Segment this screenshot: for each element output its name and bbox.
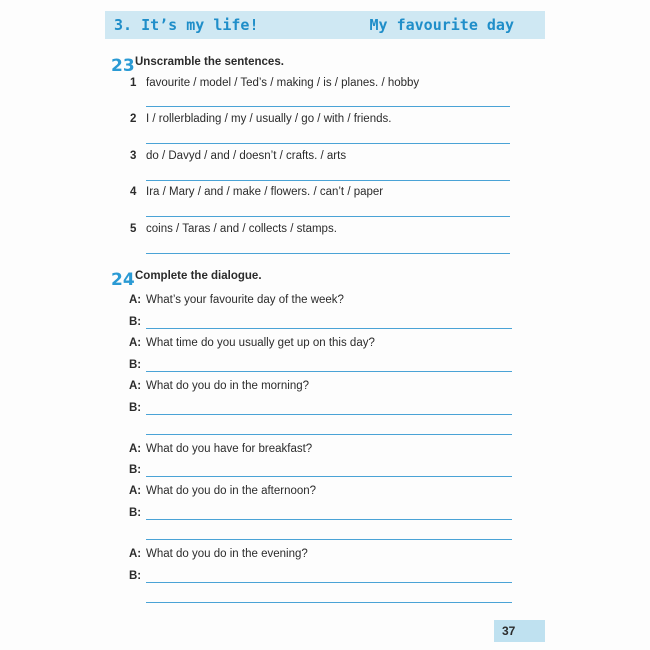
question-1: What’s your favourite day of the week?	[146, 294, 344, 306]
answer-line-4[interactable]	[146, 216, 510, 217]
exercise-23-instruction: Unscramble the sentences.	[135, 56, 284, 68]
item-2-number: 2	[130, 113, 137, 125]
answer-line-3[interactable]	[146, 180, 510, 181]
answer-line-b4[interactable]	[146, 476, 512, 477]
question-6: What do you do in the evening?	[146, 548, 308, 560]
exercise-23-number: 23	[111, 56, 135, 76]
item-1-number: 1	[130, 77, 137, 89]
answer-line-b2[interactable]	[146, 371, 512, 372]
speaker-a: A:	[129, 548, 142, 560]
answer-line-b5[interactable]	[146, 519, 512, 520]
speaker-b: B:	[129, 402, 142, 414]
item-4-text: Ira / Mary / and / make / flowers. / can’t / paper	[146, 186, 384, 198]
speaker-a: A:	[129, 380, 142, 392]
question-4: What do you have for breakfast?	[146, 443, 313, 455]
answer-line-b3-extra[interactable]	[146, 434, 512, 435]
speaker-b: B:	[129, 464, 142, 476]
speaker-b: B:	[129, 570, 142, 582]
question-3: What do you do in the morning?	[146, 380, 310, 392]
answer-line-b1[interactable]	[146, 328, 512, 329]
answer-line-5[interactable]	[146, 253, 510, 254]
item-2-text: I / rollerblading / my / usually / go / with / friends.	[146, 113, 392, 125]
answer-line-b5-extra[interactable]	[146, 539, 512, 540]
question-2: What time do you usually get up on this day?	[146, 337, 375, 349]
exercise-24-instruction: Complete the dialogue.	[135, 270, 262, 282]
item-3-number: 3	[130, 150, 137, 162]
answer-line-b3[interactable]	[146, 414, 512, 415]
question-5: What do you do in the afternoon?	[146, 485, 317, 497]
page-header	[105, 11, 545, 39]
exercise-24-number: 24	[111, 270, 135, 290]
item-5-text: coins / Taras / and / collects / stamps.	[146, 223, 337, 235]
page-number-box	[494, 620, 545, 642]
speaker-a: A:	[129, 443, 142, 455]
answer-line-2[interactable]	[146, 143, 510, 144]
lesson-title: My favourite day	[369, 16, 514, 34]
speaker-a: A:	[129, 337, 142, 349]
speaker-a: A:	[129, 294, 142, 306]
speaker-a: A:	[129, 485, 142, 497]
page-number: 37	[502, 624, 516, 638]
speaker-b: B:	[129, 359, 142, 371]
item-4-number: 4	[130, 186, 137, 198]
answer-line-1[interactable]	[146, 106, 510, 107]
answer-line-b6[interactable]	[146, 582, 512, 583]
item-5-number: 5	[130, 223, 137, 235]
item-3-text: do / Davyd / and / doesn’t / crafts. / arts	[146, 150, 347, 162]
speaker-b: B:	[129, 507, 142, 519]
item-1-text: favourite / model / Ted’s / making / is / planes. / hobby	[146, 77, 420, 89]
speaker-b: B:	[129, 316, 142, 328]
answer-line-b6-extra[interactable]	[146, 602, 512, 603]
unit-title: 3. It’s my life!	[114, 16, 259, 34]
